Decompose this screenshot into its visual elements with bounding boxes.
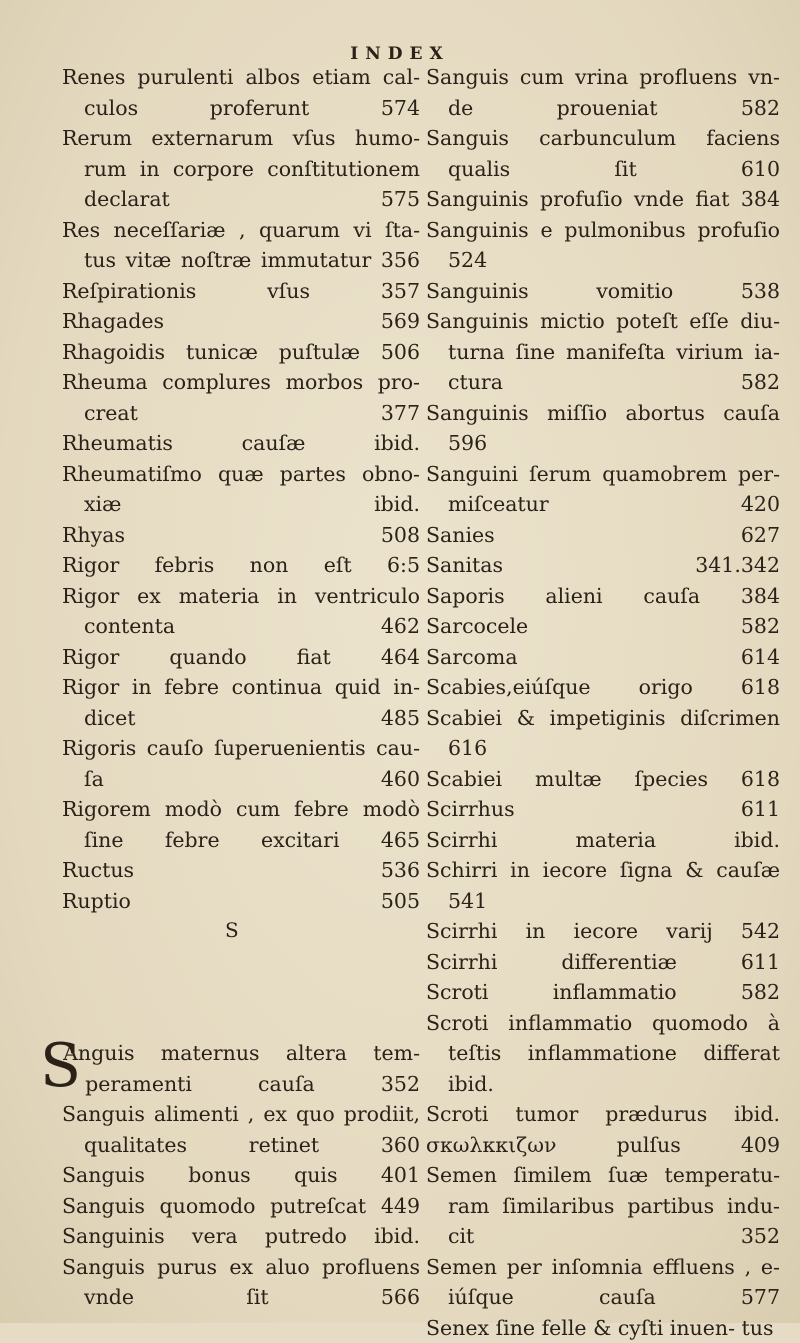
index-entry: Sanguis quomodo putreſcat 449: [62, 1191, 420, 1222]
index-entry: Sanies 627: [426, 520, 780, 551]
index-entry: Scroti inflammatio quomodo à teſtis inflammatione differat ibid.: [426, 1008, 780, 1100]
index-entry: Ruptio 505: [62, 886, 420, 917]
index-entry: Sarcocele 582: [426, 611, 780, 642]
index-entry: Sanguinis miſſio abortus cauſa 596: [426, 398, 780, 459]
index-entry: Scirrhi in iecore varij 542: [426, 916, 780, 947]
index-entry: Rheumatiſmo quæ partes obno- xiæ ibid.: [62, 459, 420, 520]
dropcap: S: [62, 1040, 81, 1092]
index-column-right: [426, 62, 780, 1343]
index-entry: Scirrhi materia ibid.: [426, 825, 780, 856]
index-entry: Renes purulenti albos etiam cal- culos proferunt 574: [62, 62, 420, 123]
index-entry: Rheumatis cauſæ ibid.: [62, 428, 420, 459]
index-entry: Sanguini ſerum quamobrem per- miſceatur 420: [426, 459, 780, 520]
index-entry: Senex ſine felle & cyſti inuen- tus: [426, 1313, 780, 1343]
index-entry: Rigor quando fiat 464: [62, 642, 420, 673]
index-entry: Sanguis cum vrina profluens vn- de proueniat 582: [426, 62, 780, 123]
index-column-left: [62, 62, 420, 1313]
index-entry: Rigoris cauſo ſuperuenientis cau- ſa 460: [62, 733, 420, 794]
index-entry: Res neceſſariæ , quarum vi ſta- tus vitæ noſtræ immutatur 356: [62, 215, 420, 276]
index-entry: Rigor in febre continua quid in- dicet 485: [62, 672, 420, 733]
index-entry: Scirrhus 611: [426, 794, 780, 825]
index-entry: Rerum externarum vſus humo- rum in corpore conſtitutionem declarat 575: [62, 123, 420, 215]
index-entry: Rhagoidis tunicæ puſtulæ 506: [62, 337, 420, 368]
index-entry: Ructus 536: [62, 855, 420, 886]
index-entry: Rhagades 569: [62, 306, 420, 337]
index-entry: Sanguinis vera putredo ibid.: [62, 1221, 420, 1252]
index-entry: Scroti inflammatio 582: [426, 977, 780, 1008]
index-entry: Rhyas 508: [62, 520, 420, 551]
index-entry: Scabies,eiúſque origo 618: [426, 672, 780, 703]
index-entry: Saporis alieni cauſa 384: [426, 581, 780, 612]
index-entry: Rigor ex materia in ventriculo contenta 462: [62, 581, 420, 642]
index-entry: Reſpirationis vſus 357: [62, 276, 420, 307]
index-entry: Scirrhi differentiæ 611: [426, 947, 780, 978]
index-entry: Sanguinis mictio poteſt eſſe diu- turna ſine manifeſta virium ia- ctura 582: [426, 306, 780, 398]
running-head: INDEX: [0, 44, 800, 64]
index-entry: Schirri in iecore ſigna & cauſæ 541: [426, 855, 780, 916]
index-entry: Sanitas 341.342: [426, 550, 780, 581]
index-entry: Rheuma complures morbos pro- creat 377: [62, 367, 420, 428]
index-entry: Sanguinis profuſio vnde fiat 384: [426, 184, 780, 215]
index-entry: Scabiei multæ ſpecies 618: [426, 764, 780, 795]
index-entry: Sarcoma 614: [426, 642, 780, 673]
index-entry-dropcap: S Anguis maternus altera tem- peramenti cauſa 352: [62, 1038, 420, 1099]
index-entry: Sanguis purus ex aluo profluens vnde ſit 566: [62, 1252, 420, 1313]
index-entry: Sanguinis e pulmonibus profuſio 524: [426, 215, 780, 276]
index-entry: Scabiei & impetiginis diſcrimen 616: [426, 703, 780, 764]
index-entry: Sanguis alimenti , ex quo prodiit, qualitates retinet 360: [62, 1099, 420, 1160]
index-entry: Scroti tumor prædurus ibid.: [426, 1099, 780, 1130]
index-entry: σκωλκκιζων pulſus 409: [426, 1130, 780, 1161]
index-entry: Sanguis bonus quis 401: [62, 1160, 420, 1191]
index-entry: Semen ſimilem ſuæ temperatu- ram ſimilaribus partibus indu- cit 352: [426, 1160, 780, 1252]
index-entry: Rigor febris non eſt 6:5: [62, 550, 420, 581]
section-gap: [62, 916, 420, 1038]
index-entry: Rigorem modò cum febre modò ſine febre excitari 465: [62, 794, 420, 855]
section-letter: S: [225, 918, 239, 942]
index-entry: Sanguinis vomitio 538: [426, 276, 780, 307]
index-entry: Semen per inſomnia effluens , e- iúſque cauſa 577: [426, 1252, 780, 1313]
index-entry: Sanguis carbunculum faciens qualis ſit 610: [426, 123, 780, 184]
